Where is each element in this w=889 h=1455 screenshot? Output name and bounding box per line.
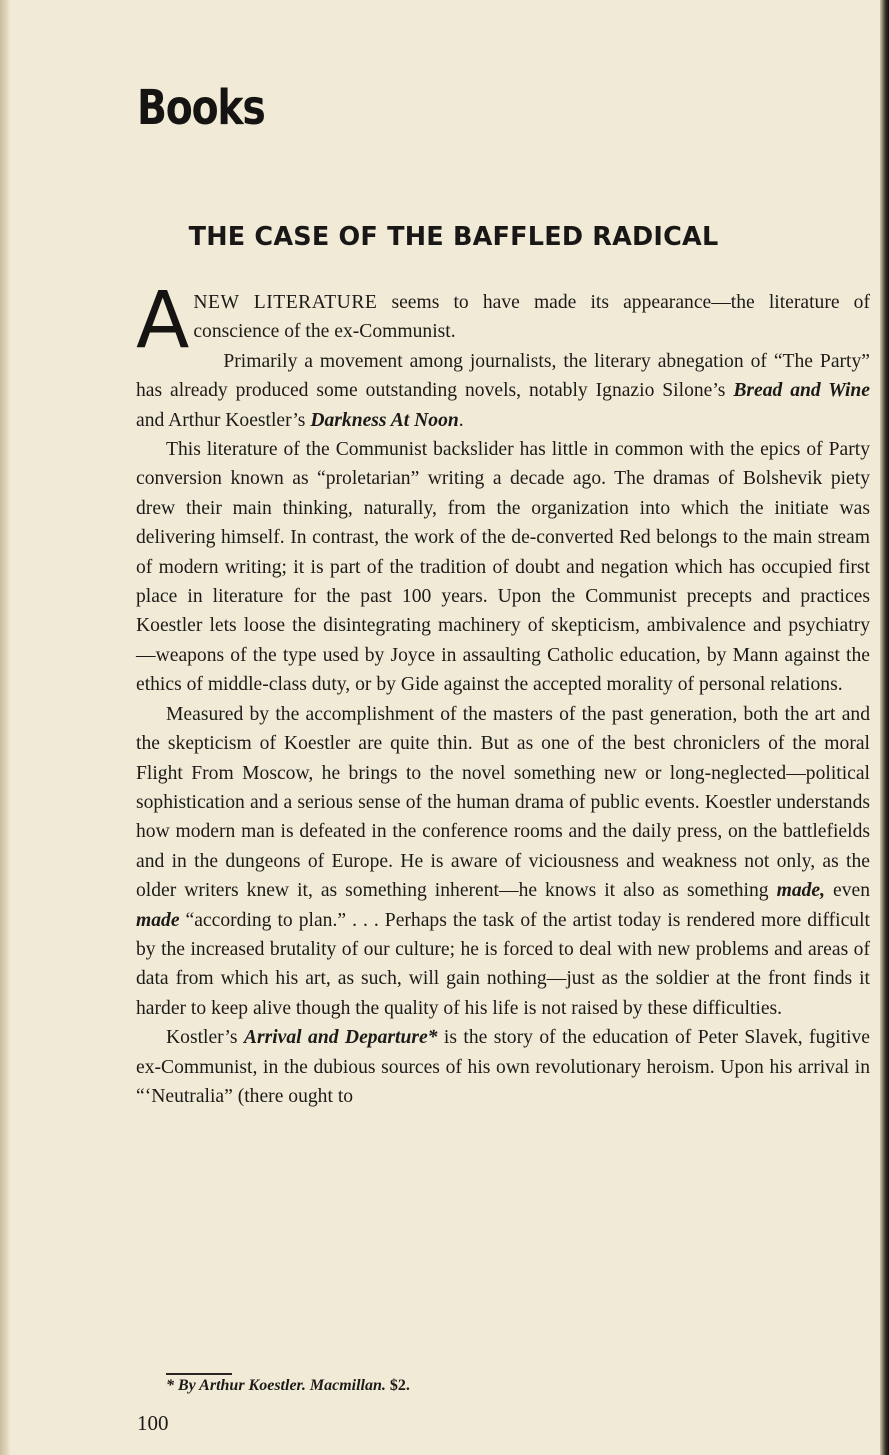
section-heading: Books <box>137 80 265 136</box>
footnote-marker: * <box>166 1377 178 1394</box>
paragraph-2-text-c: . <box>458 409 464 431</box>
footnote-price: $2. <box>385 1377 410 1394</box>
lead-in-smallcaps: NEW LITERATURE <box>193 292 378 313</box>
paragraph-1 <box>136 276 870 366</box>
paragraph-5-text-a: Kostler’s <box>166 1027 244 1049</box>
page-number: 100 <box>137 1411 169 1435</box>
book-title-darkness-at-noon: Darkness At Noon <box>310 409 459 431</box>
book-title-bread-and-wine: Bread and Wine <box>733 380 870 402</box>
article-title: THE CASE OF THE BAFFLED RADICAL <box>188 222 719 252</box>
emphasis-made: made, <box>776 880 826 902</box>
page-binding-edge <box>0 0 10 1455</box>
page-outer-edge <box>880 0 889 1455</box>
drop-cap: A <box>136 276 190 366</box>
paragraph-2-text-b: and Arthur Koestler’s <box>136 409 311 431</box>
footnote <box>166 1377 410 1395</box>
footnote-rule <box>166 1373 232 1375</box>
paragraph-4 <box>136 700 870 1023</box>
paragraph-1-text: seems to have made its appearance—the literature of conscience of the ex-Communist. <box>193 292 870 343</box>
paragraph-5 <box>136 1023 870 1111</box>
paragraph-5-text-b: is the story of the education of Peter Slavek, fugitive ex-Communist, in the dubious sources of his own revolutionary heroism. Upon his arrival in “‘Neutralia” (there ought to <box>136 1027 871 1107</box>
book-title-arrival-and-departure: Arrival and Departure* <box>243 1027 438 1049</box>
paragraph-2-text-a: Primarily a movement among journalists, the literary abnegation of “The Party” has already produced some outstanding novels, notably Ignazio Silone’s <box>136 350 870 402</box>
paragraph-3: This literature of the Communist backslider has little in common with the epics of Party conversion known as “proletarian” writing a decade ago. The dramas of Bolshevik piety drew their main thinking, naturally, from the organization into which the initiate was delivering himself. In contrast, the work of the de-converted Red belongs to the main stream of modern writing; it is part of the tradition of doubt and negation which has occupied first place in literature for the past 100 years. Upon the Communist precepts and practices Koestler lets loose the disintegrating machinery of skepticism, ambivalence and psychiatry —weapons of the type used by Joyce in assaulting Catholic education, by Mann against the ethics of middle-class duty, or by Gide against the accepted morality of personal relations. <box>136 439 870 696</box>
paragraph-4-text-c: “according to plan.” . . . Perhaps the task of the artist today is rendered more difficult by the increased brutality of our culture; he is forced to deal with new problems and areas of data from which his art, as such, will gain nothing—just as the soldier at the front finds it harder to keep alive though the quality of his life is not raised by these difficulties. <box>136 909 870 1019</box>
paragraph-2 <box>136 347 870 435</box>
article-body <box>136 276 871 1111</box>
paragraph-4-text-a: Measured by the accomplishment of the masters of the past generation, both the art and the skepticism of Koestler are quite thin. But as one of the best chroniclers of the moral Flight From Moscow, he brings to the novel something new or long-neglected—political sophistication and a serious sense of the human drama of public events. Koestler understands how modern man is defeated in the conference rooms and the daily press, on the battlefields and in the dungeons of Europe. He is aware of viciousness and weakness not only, as the older writers knew it, as something inherent—he knows it also as something <box>136 703 870 902</box>
emphasis-made-2: made <box>136 909 180 931</box>
paragraph-4-text-b: even <box>825 880 870 902</box>
footnote-author: By Arthur Koestler. Macmillan. <box>178 1377 386 1394</box>
